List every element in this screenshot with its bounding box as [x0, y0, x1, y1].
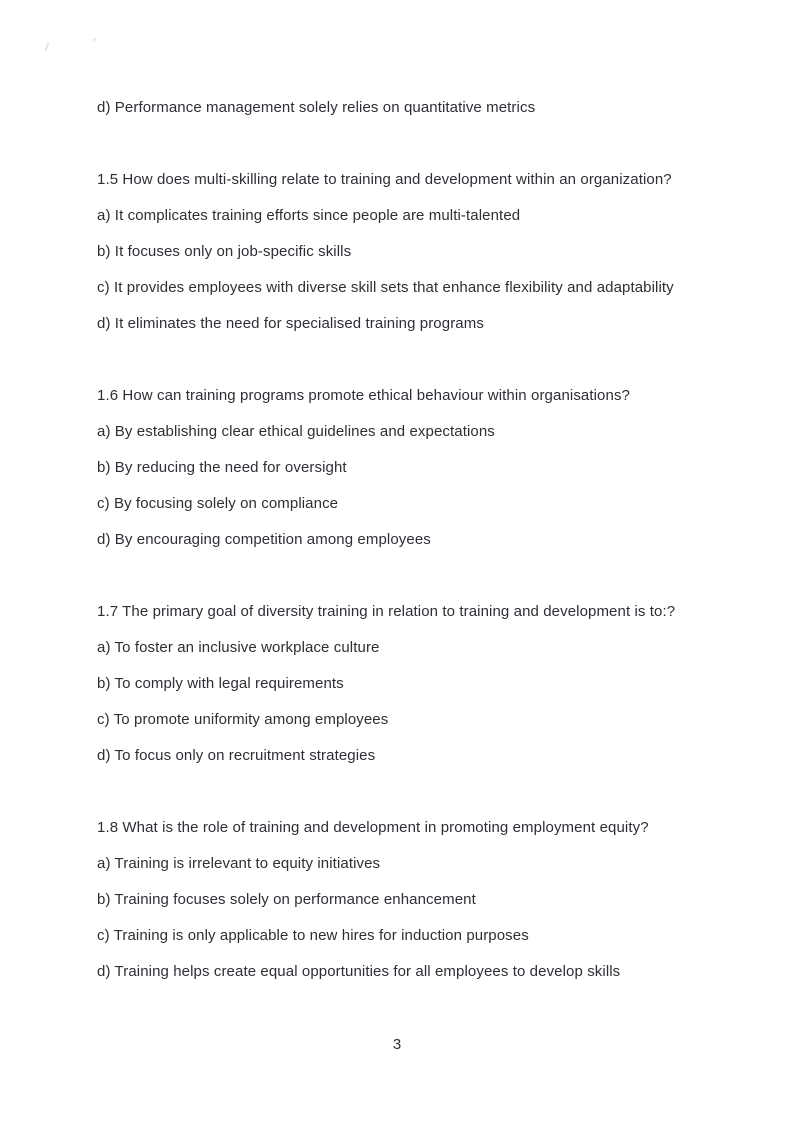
question-text: 1.8 What is the role of training and development in promoting employment equity?	[97, 819, 649, 836]
paragraph-gap	[97, 342, 734, 378]
answer-option: c) By focusing solely on compliance	[97, 495, 339, 512]
answer-option: d) Performance management solely relies on quantitative metrics	[97, 99, 536, 116]
paragraph-gap	[97, 774, 734, 810]
answer-option: b) By reducing the need for oversight	[97, 459, 347, 476]
scan-artifact	[93, 38, 96, 41]
answer-option: d) To focus only on recruitment strategies	[97, 747, 376, 764]
answer-option: c) It provides employees with diverse skill sets that enhance flexibility and adaptability	[97, 279, 674, 296]
scan-artifact	[45, 42, 50, 51]
answer-option: b) It focuses only on job-specific skills	[97, 243, 352, 260]
answer-option: c) Training is only applicable to new hires for induction purposes	[97, 927, 529, 944]
answer-option: a) To foster an inclusive workplace culture	[97, 639, 380, 656]
answer-option: a) It complicates training efforts since people are multi-talented	[97, 207, 521, 224]
answer-option: d) By encouraging competition among employees	[97, 531, 431, 548]
answer-option: a) Training is irrelevant to equity initiatives	[97, 855, 381, 872]
question-text: 1.6 How can training programs promote ethical behaviour within organisations?	[97, 387, 630, 404]
answer-option: d) Training helps create equal opportunities for all employees to develop skills	[97, 963, 621, 980]
page-number: 3	[392, 1036, 402, 1053]
answer-option: a) By establishing clear ethical guidelines and expectations	[97, 423, 495, 440]
answer-option: c) To promote uniformity among employees	[97, 711, 389, 728]
paragraph-gap	[97, 126, 734, 162]
question-text: 1.5 How does multi-skilling relate to training and development within an organization?	[97, 171, 672, 188]
answer-option: b) Training focuses solely on performance enhancement	[97, 891, 476, 908]
paragraph-gap	[97, 558, 734, 594]
answer-option: b) To comply with legal requirements	[97, 675, 344, 692]
answer-option: d) It eliminates the need for specialised training programs	[97, 315, 484, 332]
document-body	[97, 90, 734, 990]
question-text: 1.7 The primary goal of diversity training in relation to training and development is to:?	[97, 603, 676, 620]
